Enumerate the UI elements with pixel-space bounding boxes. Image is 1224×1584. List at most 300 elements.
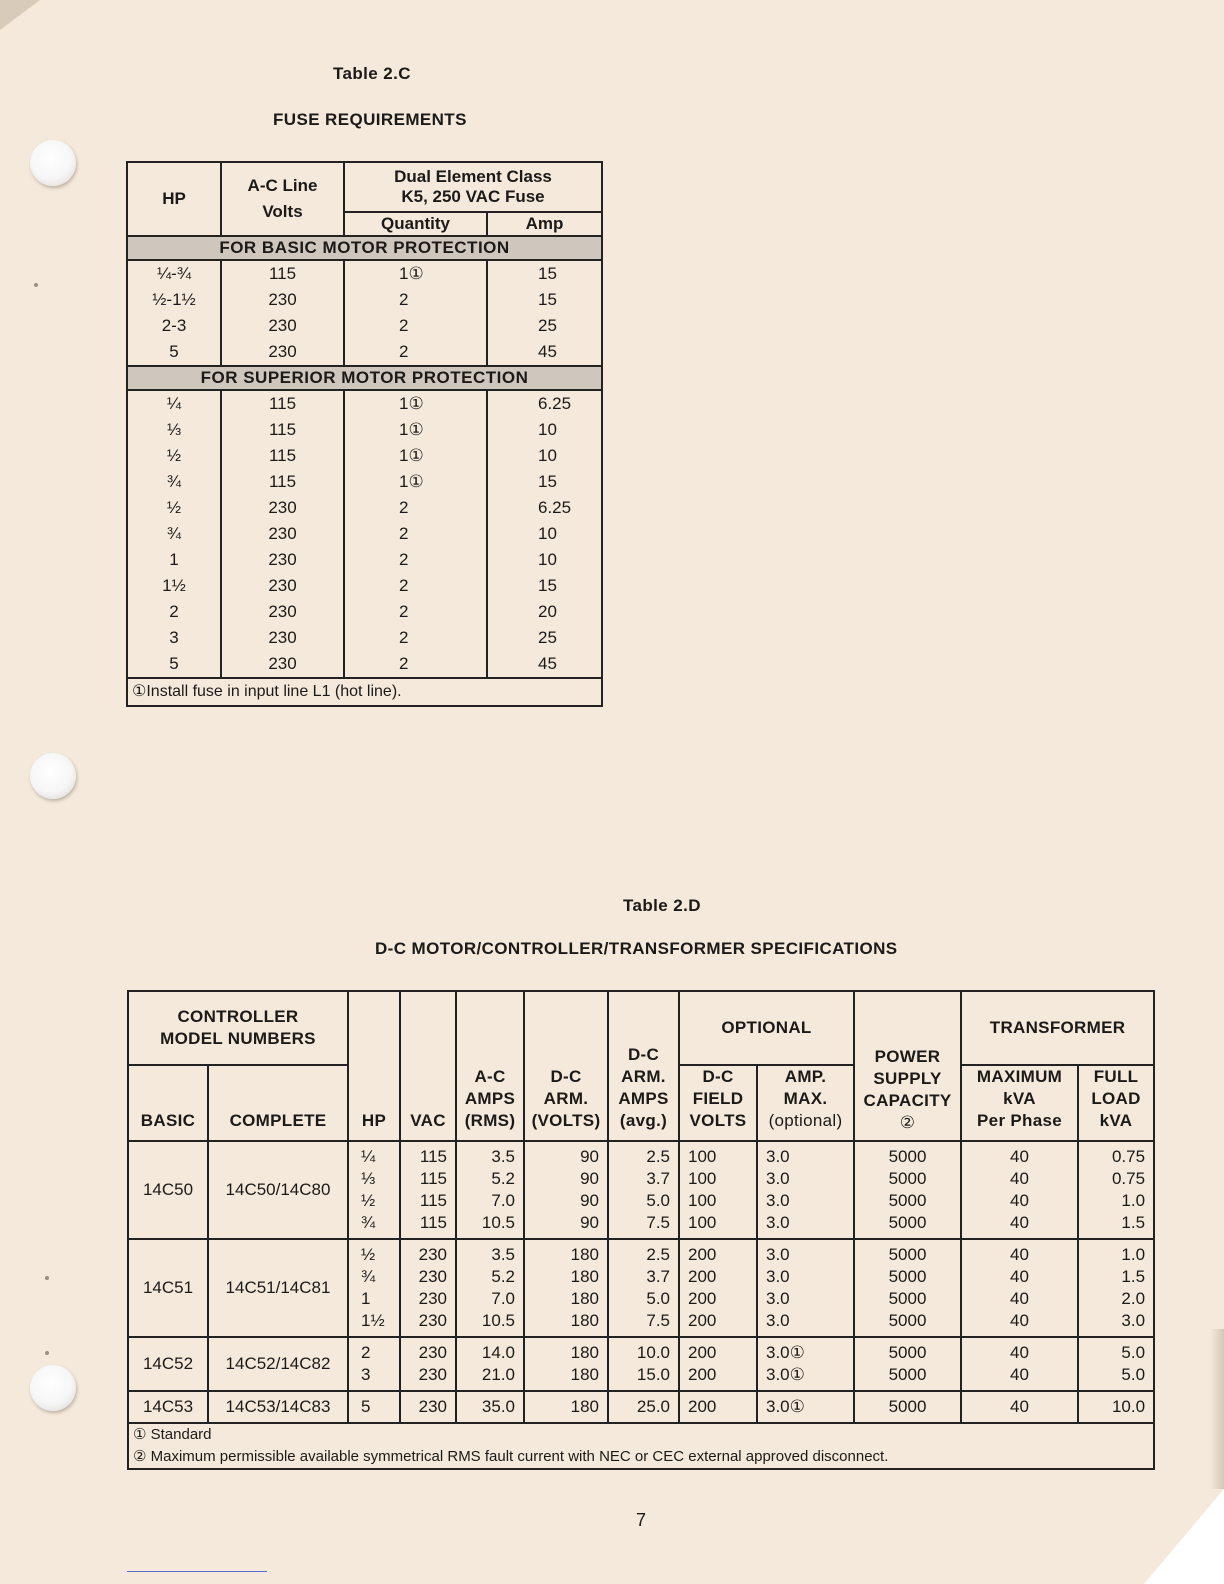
amp-max-cell-value: 3.0① bbox=[766, 1397, 805, 1416]
header-transformer: TRANSFORMER bbox=[961, 991, 1154, 1065]
full-load-kva-cell-value: 1.5 bbox=[1121, 1213, 1146, 1232]
page-number: 7 bbox=[636, 1510, 647, 1530]
vac-cell-value: 230 bbox=[418, 1289, 447, 1308]
amp-max-cell bbox=[757, 1391, 854, 1423]
dc-field-volts-cell-value: 100 bbox=[688, 1191, 717, 1210]
hp-cell bbox=[348, 1239, 400, 1337]
section-header-row bbox=[127, 236, 602, 260]
header-dc-arm-amps-line4: (avg.) bbox=[619, 1111, 668, 1130]
dc-field-volts-cell-value: 100 bbox=[688, 1169, 717, 1188]
vac-cell bbox=[400, 1391, 456, 1423]
header-controller-line1: CONTROLLER bbox=[177, 1007, 299, 1026]
dc-arm-volts-cell-value: 90 bbox=[580, 1169, 599, 1188]
ac-amps-cell-value: 10.5 bbox=[481, 1213, 515, 1232]
quantity-cell: 2 bbox=[344, 625, 487, 651]
power-supply-cell bbox=[854, 1391, 961, 1423]
table-2c-title: FUSE REQUIREMENTS bbox=[273, 110, 467, 129]
hp-cell: 3 bbox=[127, 625, 221, 651]
amp-cell: 10 bbox=[487, 521, 602, 547]
table-row bbox=[127, 417, 602, 443]
binder-hole-middle bbox=[30, 753, 76, 799]
volts-cell: 230 bbox=[221, 313, 344, 339]
hp-cell-value: ¼ bbox=[361, 1147, 376, 1166]
dc-arm-volts-cell-value: 90 bbox=[580, 1213, 599, 1232]
header-power-line1: POWER bbox=[874, 1047, 941, 1066]
max-kva-cell bbox=[961, 1141, 1078, 1239]
hp-cell bbox=[348, 1391, 400, 1423]
hp-cell: 1½ bbox=[127, 573, 221, 599]
amp-cell: 20 bbox=[487, 599, 602, 625]
vac-cell bbox=[400, 1337, 456, 1391]
header-full-load-kva bbox=[1078, 1065, 1154, 1141]
paper-speck bbox=[45, 1351, 49, 1355]
header-line-volts bbox=[221, 162, 344, 236]
volts-cell: 115 bbox=[221, 417, 344, 443]
power-supply-cell-value: 5000 bbox=[888, 1289, 927, 1308]
table-header-row bbox=[128, 991, 1154, 1065]
hp-cell: ¾ bbox=[127, 521, 221, 547]
hp-cell bbox=[348, 1337, 400, 1391]
quantity-cell: 1① bbox=[344, 390, 487, 417]
vac-cell-value: 230 bbox=[418, 1245, 447, 1264]
volts-cell: 230 bbox=[221, 625, 344, 651]
hp-cell: ¼ bbox=[127, 390, 221, 417]
ac-amps-cell-value: 7.0 bbox=[491, 1191, 515, 1210]
hp-cell-value: ⅓ bbox=[361, 1169, 376, 1188]
table-row bbox=[127, 651, 602, 678]
vac-cell-value: 230 bbox=[418, 1267, 447, 1286]
dc-arm-amps-cell-value: 5.0 bbox=[646, 1289, 670, 1308]
table-row bbox=[127, 495, 602, 521]
volts-cell: 230 bbox=[221, 339, 344, 366]
dc-arm-amps-cell bbox=[608, 1391, 679, 1423]
header-max-kva bbox=[961, 1065, 1078, 1141]
full-load-kva-cell-value: 10.0 bbox=[1111, 1397, 1146, 1416]
hp-cell: 2-3 bbox=[127, 313, 221, 339]
quantity-cell: 2 bbox=[344, 313, 487, 339]
header-amp-max bbox=[757, 1065, 854, 1141]
model-group-row bbox=[128, 1239, 1154, 1337]
table-2d-title: D-C MOTOR/CONTROLLER/TRANSFORMER SPECIFICATIONS bbox=[375, 939, 898, 958]
dc-arm-amps-cell-value: 10.0 bbox=[636, 1343, 670, 1362]
amp-cell: 25 bbox=[487, 313, 602, 339]
header-max-kva-line3: Per Phase bbox=[977, 1111, 1062, 1130]
volts-cell: 115 bbox=[221, 390, 344, 417]
ac-amps-cell bbox=[456, 1141, 524, 1239]
full-load-kva-cell bbox=[1078, 1337, 1154, 1391]
power-supply-cell-value: 5000 bbox=[888, 1365, 927, 1384]
power-supply-cell-value: 5000 bbox=[888, 1245, 927, 1264]
model-group-row bbox=[128, 1141, 1154, 1239]
quantity-cell: 2 bbox=[344, 287, 487, 313]
dc-arm-amps-cell-value: 7.5 bbox=[646, 1311, 670, 1330]
binder-hole-bottom bbox=[30, 1365, 76, 1411]
section-title: FOR BASIC MOTOR PROTECTION bbox=[127, 236, 602, 260]
full-load-kva-cell bbox=[1078, 1239, 1154, 1337]
full-load-kva-cell-value: 3.0 bbox=[1121, 1311, 1146, 1330]
vac-cell-value: 115 bbox=[419, 1213, 447, 1232]
header-dc-field-volts bbox=[679, 1065, 757, 1141]
amp-cell: 10 bbox=[487, 547, 602, 573]
hp-cell-value: ½ bbox=[361, 1191, 376, 1210]
volts-cell: 115 bbox=[221, 469, 344, 495]
ac-amps-cell bbox=[456, 1337, 524, 1391]
dc-arm-amps-cell-value: 25.0 bbox=[636, 1397, 670, 1416]
header-dc-arm-amps-line2: ARM. bbox=[621, 1067, 666, 1086]
volts-cell: 230 bbox=[221, 287, 344, 313]
quantity-cell: 1① bbox=[344, 260, 487, 287]
header-dc-field-line2: FIELD bbox=[692, 1089, 744, 1108]
full-load-kva-cell-value: 0.75 bbox=[1111, 1169, 1146, 1188]
header-dc-field-line3: VOLTS bbox=[689, 1111, 747, 1130]
table-row bbox=[127, 573, 602, 599]
page-corner-shadow bbox=[1210, 1329, 1224, 1489]
vac-cell-value: 115 bbox=[419, 1191, 447, 1210]
footnote-row bbox=[127, 678, 602, 706]
quantity-cell: 2 bbox=[344, 651, 487, 678]
full-load-kva-cell bbox=[1078, 1391, 1154, 1423]
header-dc-field-line1: D-C bbox=[702, 1067, 734, 1086]
hp-cell-value: 1½ bbox=[361, 1311, 385, 1330]
max-kva-cell-value: 40 bbox=[1010, 1289, 1029, 1308]
header-ac-amps bbox=[456, 991, 524, 1141]
max-kva-cell-value: 40 bbox=[1010, 1191, 1029, 1210]
paper-speck bbox=[34, 283, 38, 287]
ac-amps-cell-value: 14.0 bbox=[481, 1343, 515, 1362]
header-amp-max-line1: AMP. bbox=[784, 1067, 827, 1086]
header-max-kva-line2: kVA bbox=[1003, 1089, 1036, 1108]
dc-arm-volts-cell-value: 180 bbox=[570, 1343, 599, 1362]
quantity-cell: 1① bbox=[344, 469, 487, 495]
header-amp-max-line3: (optional) bbox=[768, 1111, 843, 1130]
complete-model-cell: 14C53/14C83 bbox=[208, 1391, 348, 1423]
volts-cell: 115 bbox=[221, 443, 344, 469]
quantity-cell: 1① bbox=[344, 443, 487, 469]
amp-max-cell-value: 3.0① bbox=[766, 1343, 805, 1362]
volts-cell: 115 bbox=[221, 260, 344, 287]
dc-arm-volts-cell bbox=[524, 1337, 608, 1391]
max-kva-cell bbox=[961, 1239, 1078, 1337]
dc-arm-amps-cell-value: 2.5 bbox=[646, 1147, 670, 1166]
ac-amps-cell-value: 35.0 bbox=[481, 1397, 515, 1416]
dc-field-volts-cell bbox=[679, 1337, 757, 1391]
header-quantity: Quantity bbox=[344, 212, 487, 236]
ac-amps-cell bbox=[456, 1391, 524, 1423]
table-row bbox=[127, 599, 602, 625]
header-dc-arm-amps-line1: D-C bbox=[627, 1045, 660, 1064]
dc-arm-amps-cell-value: 3.7 bbox=[646, 1267, 670, 1286]
dc-field-volts-cell bbox=[679, 1141, 757, 1239]
dc-arm-amps-cell-value: 7.5 bbox=[646, 1213, 670, 1232]
quantity-cell: 2 bbox=[344, 573, 487, 599]
header-dc-arm-amps-line3: AMPS bbox=[618, 1089, 669, 1108]
dc-field-volts-cell-value: 200 bbox=[688, 1343, 717, 1362]
power-supply-cell-value: 5000 bbox=[888, 1311, 927, 1330]
header-vac: VAC bbox=[400, 991, 456, 1141]
ac-amps-cell-value: 10.5 bbox=[481, 1311, 515, 1330]
hp-cell: 2 bbox=[127, 599, 221, 625]
max-kva-cell-value: 40 bbox=[1010, 1169, 1029, 1188]
header-basic: BASIC bbox=[128, 1065, 208, 1141]
power-supply-cell-value: 5000 bbox=[888, 1191, 927, 1210]
table-2c-caption: Table 2.C bbox=[333, 64, 411, 83]
dc-arm-volts-cell-value: 180 bbox=[570, 1245, 599, 1264]
full-load-kva-cell-value: 5.0 bbox=[1121, 1343, 1146, 1362]
header-amp-max-line2: MAX. bbox=[783, 1089, 828, 1108]
amp-cell: 15 bbox=[487, 260, 602, 287]
dc-field-volts-cell bbox=[679, 1239, 757, 1337]
amp-max-cell bbox=[757, 1141, 854, 1239]
amp-cell: 25 bbox=[487, 625, 602, 651]
dc-arm-amps-cell bbox=[608, 1141, 679, 1239]
amp-max-cell-value: 3.0 bbox=[766, 1191, 790, 1210]
dc-arm-volts-cell-value: 90 bbox=[580, 1191, 599, 1210]
header-dc-arm-volts bbox=[524, 991, 608, 1141]
table-row bbox=[127, 339, 602, 366]
dc-arm-volts-cell-value: 180 bbox=[570, 1397, 599, 1416]
hp-cell: ¾ bbox=[127, 469, 221, 495]
dc-arm-amps-cell-value: 5.0 bbox=[646, 1191, 670, 1210]
hp-cell: 1 bbox=[127, 547, 221, 573]
header-full-load-line2: LOAD bbox=[1091, 1089, 1141, 1108]
page-corner-torn bbox=[1144, 1489, 1224, 1584]
power-supply-cell-value: 5000 bbox=[888, 1169, 927, 1188]
header-full-load-line3: kVA bbox=[1099, 1111, 1133, 1130]
hp-cell-value: ½ bbox=[361, 1245, 376, 1264]
dc-field-volts-cell-value: 200 bbox=[688, 1311, 717, 1330]
amp-max-cell bbox=[757, 1337, 854, 1391]
bottom-underline bbox=[127, 1571, 267, 1572]
amp-max-cell-value: 3.0 bbox=[766, 1289, 790, 1308]
header-ac-amps-line1: A-C bbox=[474, 1067, 506, 1086]
full-load-kva-cell-value: 1.5 bbox=[1121, 1267, 1146, 1286]
volts-cell: 230 bbox=[221, 599, 344, 625]
hp-cell bbox=[348, 1141, 400, 1239]
hp-cell: ½ bbox=[127, 443, 221, 469]
dc-arm-volts-cell bbox=[524, 1391, 608, 1423]
amp-cell: 45 bbox=[487, 651, 602, 678]
binder-hole-top bbox=[30, 140, 76, 186]
hp-cell: ¼-¾ bbox=[127, 260, 221, 287]
hp-cell-value: ¾ bbox=[361, 1213, 376, 1232]
header-amp: Amp bbox=[487, 212, 602, 236]
ac-amps-cell bbox=[456, 1239, 524, 1337]
ac-amps-cell-value: 5.2 bbox=[491, 1169, 515, 1188]
hp-cell-value: 1 bbox=[361, 1289, 371, 1308]
table-row bbox=[127, 443, 602, 469]
footnote-text: ① Standard bbox=[133, 1426, 212, 1443]
basic-model-cell: 14C51 bbox=[128, 1239, 208, 1337]
complete-model-cell: 14C50/14C80 bbox=[208, 1141, 348, 1239]
header-optional: OPTIONAL bbox=[679, 991, 854, 1065]
hp-cell-value: ¾ bbox=[361, 1267, 376, 1286]
amp-max-cell-value: 3.0 bbox=[766, 1267, 790, 1286]
header-ac-amps-line3: (RMS) bbox=[464, 1111, 516, 1130]
dc-arm-amps-cell-value: 2.5 bbox=[646, 1245, 670, 1264]
vac-cell-value: 230 bbox=[418, 1311, 447, 1330]
dc-field-volts-cell-value: 200 bbox=[688, 1289, 717, 1308]
vac-cell-value: 230 bbox=[418, 1343, 447, 1362]
vac-cell bbox=[400, 1239, 456, 1337]
dc-arm-volts-cell-value: 180 bbox=[570, 1365, 599, 1384]
header-fuse-group-line1: Dual Element Class bbox=[394, 167, 552, 186]
footnote-row bbox=[128, 1423, 1154, 1469]
vac-cell-value: 230 bbox=[418, 1397, 447, 1416]
amp-max-cell-value: 3.0① bbox=[766, 1365, 805, 1384]
amp-max-cell-value: 3.0 bbox=[766, 1311, 790, 1330]
section-title: FOR SUPERIOR MOTOR PROTECTION bbox=[127, 366, 602, 390]
hp-cell: 5 bbox=[127, 339, 221, 366]
hp-cell-value: 5 bbox=[361, 1397, 371, 1416]
hp-cell: ½-1½ bbox=[127, 287, 221, 313]
model-group-row bbox=[128, 1337, 1154, 1391]
header-controller bbox=[128, 991, 348, 1065]
power-supply-cell-value: 5000 bbox=[888, 1267, 927, 1286]
full-load-kva-cell-value: 1.0 bbox=[1121, 1245, 1146, 1264]
max-kva-cell-value: 40 bbox=[1010, 1343, 1029, 1362]
hp-cell: ½ bbox=[127, 495, 221, 521]
dc-arm-volts-cell bbox=[524, 1141, 608, 1239]
quantity-cell: 2 bbox=[344, 547, 487, 573]
power-supply-cell-value: 5000 bbox=[888, 1147, 927, 1166]
volts-cell: 230 bbox=[221, 651, 344, 678]
dc-field-volts-cell-value: 200 bbox=[688, 1365, 717, 1384]
table-row bbox=[127, 547, 602, 573]
max-kva-cell-value: 40 bbox=[1010, 1245, 1029, 1264]
footnotes bbox=[128, 1423, 1154, 1469]
dc-arm-amps-cell bbox=[608, 1337, 679, 1391]
max-kva-cell-value: 40 bbox=[1010, 1267, 1029, 1286]
dc-arm-volts-cell-value: 180 bbox=[570, 1289, 599, 1308]
amp-max-cell-value: 3.0 bbox=[766, 1213, 790, 1232]
amp-cell: 6.25 bbox=[487, 390, 602, 417]
model-group-row bbox=[128, 1391, 1154, 1423]
footnote-text: ①Install fuse in input line L1 (hot line). bbox=[127, 678, 602, 706]
volts-cell: 230 bbox=[221, 547, 344, 573]
table-row bbox=[127, 390, 602, 417]
vac-cell-value: 230 bbox=[418, 1365, 447, 1384]
basic-model-cell: 14C50 bbox=[128, 1141, 208, 1239]
volts-cell: 230 bbox=[221, 573, 344, 599]
volts-cell: 230 bbox=[221, 495, 344, 521]
amp-max-cell-value: 3.0 bbox=[766, 1147, 790, 1166]
motor-controller-spec-table bbox=[127, 990, 1155, 1470]
max-kva-cell bbox=[961, 1391, 1078, 1423]
header-ac-amps-line2: AMPS bbox=[464, 1089, 516, 1108]
ac-amps-cell-value: 21.0 bbox=[481, 1365, 515, 1384]
amp-cell: 15 bbox=[487, 469, 602, 495]
power-supply-cell bbox=[854, 1141, 961, 1239]
max-kva-cell-value: 40 bbox=[1010, 1147, 1029, 1166]
section-header-row bbox=[127, 366, 602, 390]
vac-cell-value: 115 bbox=[419, 1147, 447, 1166]
header-power-line2: SUPPLY bbox=[873, 1069, 942, 1088]
header-hp: HP bbox=[127, 162, 221, 236]
dc-field-volts-cell bbox=[679, 1391, 757, 1423]
hp-cell: ⅓ bbox=[127, 417, 221, 443]
header-dc-arm-line2: ARM. bbox=[543, 1089, 589, 1108]
amp-cell: 45 bbox=[487, 339, 602, 366]
power-supply-cell bbox=[854, 1337, 961, 1391]
power-supply-cell-value: 5000 bbox=[888, 1397, 927, 1416]
header-full-load-line1: FULL bbox=[1093, 1067, 1139, 1086]
amp-cell: 15 bbox=[487, 573, 602, 599]
header-dc-arm-amps bbox=[608, 991, 679, 1141]
ac-amps-cell-value: 3.5 bbox=[491, 1245, 515, 1264]
fuse-requirements-table bbox=[126, 161, 603, 707]
power-supply-cell-value: 5000 bbox=[888, 1213, 927, 1232]
table-row bbox=[127, 625, 602, 651]
header-max-kva-line1: MAXIMUM bbox=[976, 1067, 1063, 1086]
amp-cell: 10 bbox=[487, 443, 602, 469]
full-load-kva-cell-value: 1.0 bbox=[1121, 1191, 1146, 1210]
basic-model-cell: 14C52 bbox=[128, 1337, 208, 1391]
ac-amps-cell-value: 3.5 bbox=[491, 1147, 515, 1166]
header-line-volts-bottom: Volts bbox=[262, 202, 303, 221]
full-load-kva-cell-value: 0.75 bbox=[1111, 1147, 1146, 1166]
header-complete: COMPLETE bbox=[208, 1065, 348, 1141]
amp-cell: 6.25 bbox=[487, 495, 602, 521]
vac-cell bbox=[400, 1141, 456, 1239]
table-row bbox=[127, 469, 602, 495]
table-row bbox=[127, 287, 602, 313]
quantity-cell: 2 bbox=[344, 521, 487, 547]
header-power-line4: ② bbox=[899, 1113, 916, 1132]
header-power-supply bbox=[854, 991, 961, 1141]
dc-arm-amps-cell bbox=[608, 1239, 679, 1337]
ac-amps-cell-value: 5.2 bbox=[491, 1267, 515, 1286]
dc-arm-volts-cell-value: 90 bbox=[580, 1147, 599, 1166]
full-load-kva-cell-value: 2.0 bbox=[1121, 1289, 1146, 1308]
complete-model-cell: 14C51/14C81 bbox=[208, 1239, 348, 1337]
max-kva-cell bbox=[961, 1337, 1078, 1391]
dc-arm-volts-cell bbox=[524, 1239, 608, 1337]
hp-cell-value: 3 bbox=[361, 1365, 371, 1384]
header-hp: HP bbox=[348, 991, 400, 1141]
dc-arm-volts-cell-value: 180 bbox=[570, 1267, 599, 1286]
header-controller-line2: MODEL NUMBERS bbox=[160, 1029, 316, 1048]
amp-cell: 15 bbox=[487, 287, 602, 313]
dc-arm-amps-cell-value: 3.7 bbox=[646, 1169, 670, 1188]
dc-arm-volts-cell-value: 180 bbox=[570, 1311, 599, 1330]
hp-cell: 5 bbox=[127, 651, 221, 678]
header-line-volts-top: A-C Line bbox=[247, 176, 318, 195]
full-load-kva-cell-value: 5.0 bbox=[1121, 1365, 1146, 1384]
quantity-cell: 2 bbox=[344, 495, 487, 521]
max-kva-cell-value: 40 bbox=[1010, 1397, 1029, 1416]
max-kva-cell-value: 40 bbox=[1010, 1311, 1029, 1330]
table-row bbox=[127, 313, 602, 339]
header-fuse-group-line2: K5, 250 VAC Fuse bbox=[401, 187, 545, 206]
quantity-cell: 1① bbox=[344, 417, 487, 443]
amp-max-cell bbox=[757, 1239, 854, 1337]
quantity-cell: 2 bbox=[344, 339, 487, 366]
footnote-text: ② Maximum permissible available symmetrical RMS fault current with NEC or CEC external approved disconnect. bbox=[133, 1448, 889, 1465]
table-2d-caption: Table 2.D bbox=[623, 896, 701, 915]
power-supply-cell bbox=[854, 1239, 961, 1337]
dc-field-volts-cell-value: 200 bbox=[688, 1245, 717, 1264]
table-header-row bbox=[127, 162, 602, 212]
dc-field-volts-cell-value: 200 bbox=[688, 1397, 717, 1416]
table-row bbox=[127, 260, 602, 287]
max-kva-cell-value: 40 bbox=[1010, 1365, 1029, 1384]
dc-field-volts-cell-value: 200 bbox=[688, 1267, 717, 1286]
header-fuse-group bbox=[344, 162, 602, 212]
power-supply-cell-value: 5000 bbox=[888, 1343, 927, 1362]
table-row bbox=[127, 521, 602, 547]
paper-speck bbox=[45, 1276, 49, 1280]
dc-arm-amps-cell-value: 15.0 bbox=[636, 1365, 670, 1384]
